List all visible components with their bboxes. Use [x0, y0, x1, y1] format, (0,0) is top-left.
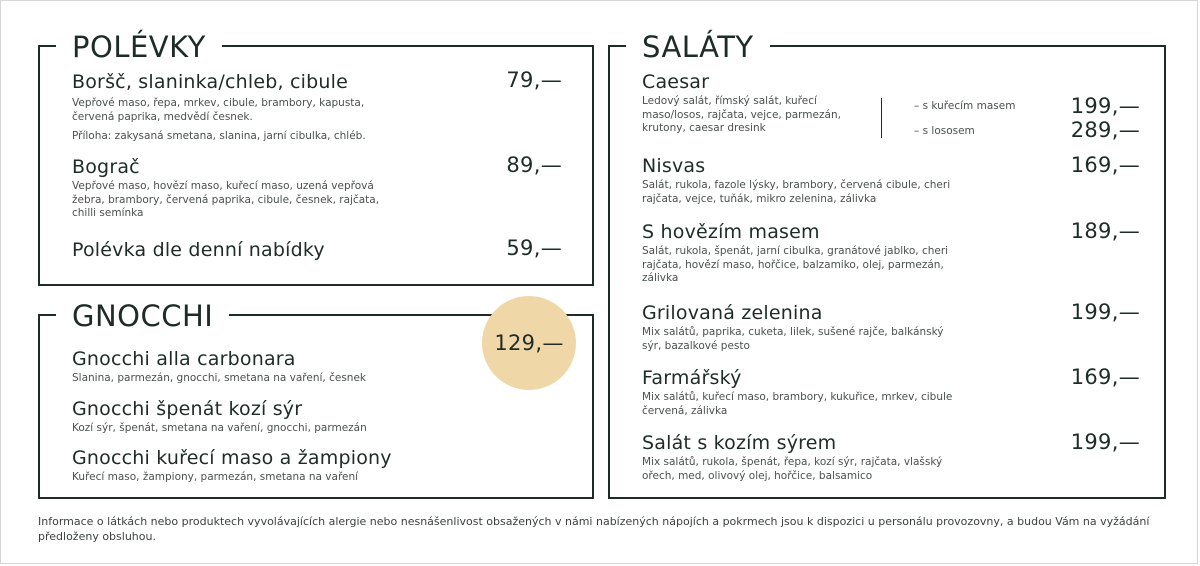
menu-item — [72, 446, 564, 485]
menu-item — [72, 397, 564, 436]
item-name: Gnocchi kuřecí maso a žampiony — [72, 447, 392, 469]
salaty-section — [608, 30, 1166, 499]
item-name: Polévka dle denní nabídky — [72, 239, 325, 261]
item-name: Grilovaná zelenina — [642, 302, 823, 324]
item-name: Caesar — [642, 71, 710, 93]
menu-item-caesar — [642, 70, 857, 136]
polevky-section — [38, 30, 594, 286]
caesar-variant-salmon: – s lososem — [914, 125, 975, 137]
polevky-title: POLÉVKY — [56, 27, 222, 67]
menu-item — [72, 70, 392, 144]
item-price: 79,— — [506, 68, 562, 92]
item-name: Gnocchi špenát kozí sýr — [72, 398, 303, 420]
item-name: Nisvas — [642, 155, 706, 177]
item-description: Kuřecí maso, žampiony, parmezán, smetana na vaření — [72, 471, 359, 483]
menu-item — [642, 154, 962, 206]
menu-item — [72, 238, 412, 262]
salaty-title: SALÁTY — [626, 27, 770, 67]
item-description: Salát, rukola, špenát, jarní cibulka, granátové jablko, cheri rajčata, hovězí maso, hořčice, balzamiko, olej, parmezán, zálivka — [642, 245, 949, 284]
item-name: Salát s kozím sýrem — [642, 432, 837, 454]
item-price: 199,— — [1070, 430, 1140, 454]
menu-item — [642, 431, 977, 483]
item-price: 169,— — [1070, 365, 1140, 389]
item-side-dish: Příloha: zakysaná smetana, slanina, jarní cibulka, chléb. — [72, 130, 366, 142]
allergen-notice: Informace o látkách nebo produktech vyvolávajících alergie nebo nesnášenlivost obsažených v námi nabízených nápojích a pokrmech jsou k dispozici u personálu provozovny, a budou Vám na vyžádání předloženy obsluhou. — [38, 515, 1150, 543]
menu-item — [642, 366, 962, 418]
menu-item — [72, 155, 392, 221]
item-name: Boršč, slaninka/chleb, cibule — [72, 71, 348, 93]
item-description: Kozí sýr, špenát, smetana na vaření, gnocchi, parmezán — [72, 422, 367, 434]
item-name: S hovězím masem — [642, 221, 820, 243]
item-price: 89,— — [506, 153, 562, 177]
item-name: Farmářský — [642, 367, 742, 389]
item-description: Mix salátů, paprika, cuketa, lilek, sušené rajče, balkánský sýr, bazalkové pesto — [642, 326, 944, 352]
gnocchi-title: GNOCCHI — [56, 296, 229, 336]
item-price: 199,— — [1070, 300, 1140, 324]
item-description: Salát, rukola, fazole lýsky, brambory, červená cibule, cheri rajčata, vejce, tuňák, mikro zelenina, zálivka — [642, 179, 951, 205]
item-price: 199,— — [1070, 94, 1140, 118]
menu-item — [642, 220, 962, 286]
item-description: Vepřové maso, řepa, mrkev, cibule, brambory, kapusta, červená paprika, medvědí česnek. — [72, 97, 365, 123]
item-price: 169,— — [1070, 153, 1140, 177]
item-description: Mix salátů, rukola, špenát, řepa, kozí sýr, rajčata, vlašský ořech, med, olivový olej, hořčice, balsamico — [642, 456, 943, 482]
item-description: Slanina, parmezán, gnocchi, smetana na vaření, česnek — [72, 372, 366, 384]
item-description: Ledový salát, římský salát, kuřecí maso/losos, rajčata, vejce, parmezán, krutony, caesar dresink — [642, 95, 841, 134]
item-description: Mix salátů, kuřecí maso, brambory, kukuřice, mrkev, cibule červená, zálivka — [642, 391, 953, 417]
caesar-divider — [881, 98, 882, 138]
item-price: 189,— — [1070, 219, 1140, 243]
menu-item — [642, 301, 962, 353]
gnocchi-price-badge: 129,— — [482, 296, 576, 390]
caesar-variant-chicken: – s kuřecím masem — [914, 100, 1016, 112]
item-price: 59,— — [506, 236, 562, 260]
item-name: Gnocchi alla carbonara — [72, 348, 296, 370]
item-name: Bograč — [72, 156, 140, 178]
item-description: Vepřové maso, hovězí maso, kuřecí maso, uzená vepřová žebra, brambory, červená paprika, cibule, česnek, rajčata, chilli semínka — [72, 180, 380, 219]
item-price: 289,— — [1070, 118, 1140, 142]
